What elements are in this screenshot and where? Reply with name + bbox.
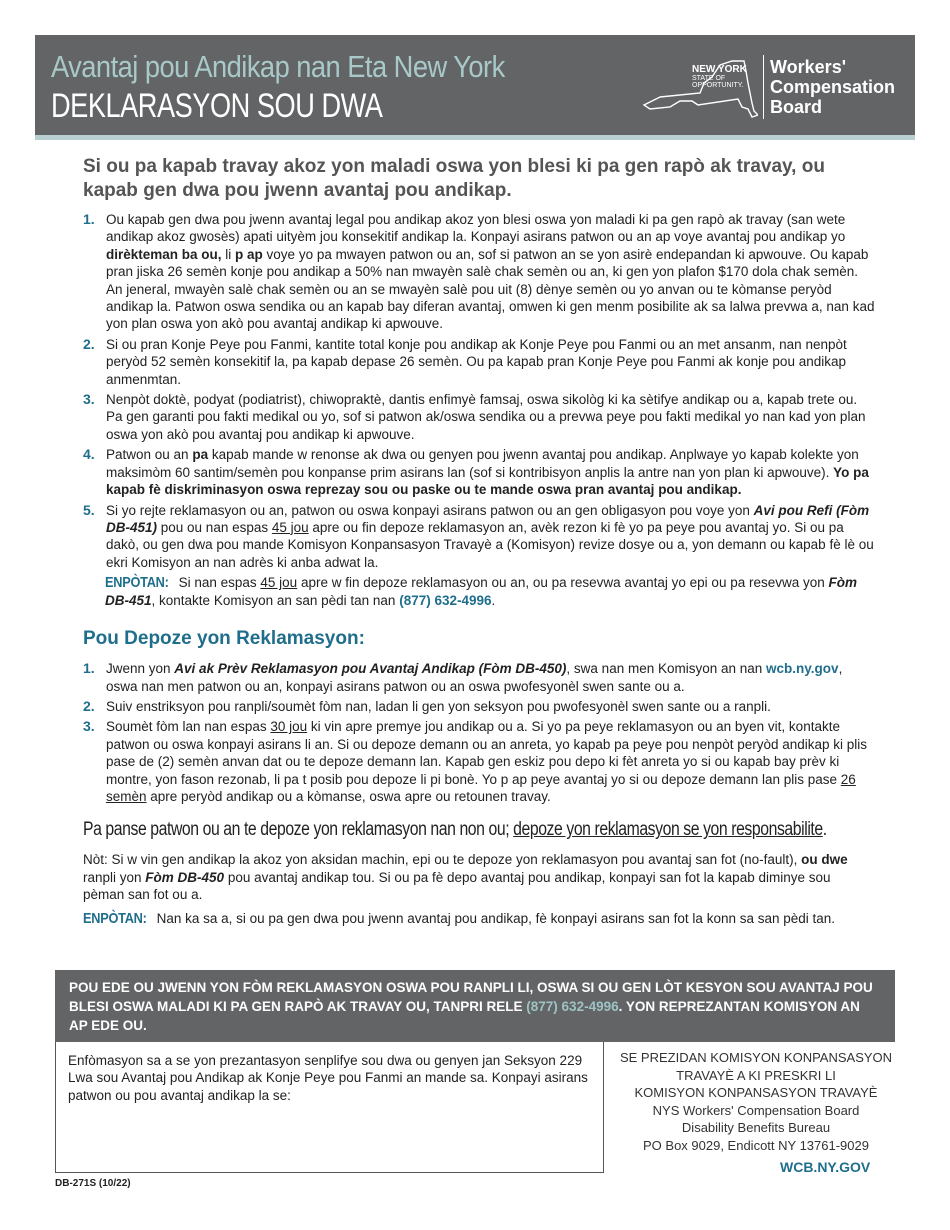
mailing-address: SE PREZIDAN KOMISYON KONPANSASYON TRAVAYÈ A KI PRESKRI LI KOMISYON KONPANSASYON TRAVAYÈ NYS Workers' Compensation Board Disability Benefits Bureau PO Box 9029, Endicott NY 13761-9029 bbox=[619, 1050, 893, 1153]
wcb-wordmark: Workers' Compensation Board bbox=[770, 57, 896, 117]
item-number: 4. bbox=[83, 446, 95, 463]
item-number: 2. bbox=[83, 697, 95, 714]
list-item: 5. Si yo rejte reklamasyon ou an, patwon ou oswa konpayi asirans patwon ou an gen obligasyon pou voye yon Avi pou Refi (Fòm DB-451) pou ou nan espas 45 jou apre ou fin depoze reklamasyon an, avèk rezon ki fè yo pa peye pou avantaj yo. Si ou pa dakò, ou gen dwa pou mande Komisyon Konpansasyon Travayè a (Komisyon) revize dosye ou a, yon demann ou kapab fè lè ou ekri Komisyon an nan adrès ki anba adwat la. bbox=[83, 501, 874, 570]
item-number: 2. bbox=[83, 335, 95, 352]
responsibility-statement: Pa panse patwon ou an te depoze yon reklamasyon nan non ou; depoze yon reklamasyon se yon responsabilite. bbox=[83, 819, 827, 841]
item-number: 1. bbox=[83, 660, 95, 677]
important-label: ENPÒTAN: bbox=[105, 574, 169, 592]
logo-divider bbox=[763, 55, 764, 119]
phone-number[interactable]: (877) 632-4996 bbox=[526, 999, 619, 1014]
item-number: 3. bbox=[83, 391, 95, 408]
item-number: 3. bbox=[83, 718, 95, 735]
website-link[interactable]: WCB.NY.GOV bbox=[780, 1159, 871, 1175]
item-number: 5. bbox=[83, 501, 95, 518]
header-subtitle: Avantaj pou Andikap nan Eta New York bbox=[51, 49, 505, 84]
wcb-website-link[interactable]: wcb.ny.gov bbox=[766, 661, 839, 677]
lead-statement: Si ou pa kapab travay akoz yon maladi oswa yon blesi ki pa gen rapò ak travay, ou kapab gen dwa pou jwenn avantaj pou andikap. bbox=[83, 156, 825, 201]
help-banner: POU EDE OU JWENN YON FÒM REKLAMASYON OSWA POU RANPLI LI, OSWA SI OU GEN LÒT KESYON SOU AVANTAJ POU BLESI OSWA MALADI KI PA GEN RAPÒ AK TRAVAY OU, TANPRI RELE (877) 632-4996. YON REPREZANTAN KOMISYON AN AP EDE OU. bbox=[55, 970, 895, 1042]
nys-wcb-logo bbox=[640, 51, 910, 123]
list-item: 4. Patwon ou an pa kapab mande w renonse ak dwa ou genyen pou jwenn avantaj pou andikap. Anplwaye yo kapab kolekte yon maksimòm 60 santim/semèn pou konpanse prim asirans lan (sof si kontribisyon anplis la antre nan yon plan ki apwouve). Yo pa kapab fè diskriminasyon oswa reprezay sou ou paske ou te mande oswa pran avantaj pou andikap. bbox=[83, 446, 869, 498]
list-item: 3. Nenpòt doktè, podyat (podiatrist), chiwopraktè, dantis enfimyè famsaj, oswa sikològ ki ka sètifye andikap ou a, kapab trete ou. Pa gen garanti pou fakti medikal ou yo, sof si patwon ak/oswa sendika ou a prevwa peye pou fakti medikal yo nan kad yon plan oswa yon akò pou avantaj pou andikap ki apwouve. bbox=[83, 391, 866, 442]
list-item: 1. Jwenn yon Avi ak Prèv Reklamasyon pou Avantaj Andikap (Fòm DB-450), swa nan men Komisyon an nan wcb.ny.gov, oswa nan men patwon ou an, konpayi asirans patwon ou an oswa pwofesyonèl swen sante ou a. bbox=[83, 660, 843, 694]
list-item: 2. Suiv enstriksyon pou ranpli/soumèt fòm nan, ladan li gen yon seksyon pou pwofesyonèl swen sante ou a ranpli. bbox=[83, 697, 771, 714]
page-header bbox=[35, 35, 915, 140]
ny-state-wordmark: NEW YORK STATE OF OPPORTUNITY. bbox=[692, 64, 747, 89]
rights-list bbox=[83, 211, 875, 571]
header-title: DEKLARASYON SOU DWA bbox=[51, 87, 383, 125]
filing-steps-list bbox=[83, 660, 875, 805]
filing-section-title: Pou Depoze yon Reklamasyon: bbox=[83, 628, 365, 650]
list-item: 2. Si ou pran Konje Peye pou Fanmi, kantite total konje pou andikap ak Konje Peye pou Fanmi ou an met ansanm, nan nenpòt peryòd 52 semèn konsekitif la, pa kapab depase 26 semèn. Ou pa kapab pran Konje Peye pou Fanmi ak konje pou andikap anmenmtan. bbox=[83, 335, 847, 387]
phone-number[interactable]: (877) 632-4996 bbox=[399, 593, 492, 609]
list-item: 3. Soumèt fòm lan nan espas 30 jou ki vin apre premye jou andikap ou a. Si yo pa peye reklamasyon ou an byen vit, kontakte patwon ou oswa konpayi asirans li an. Si ou depoze demann ou an anreta, yo kapab pa peye pou nenpòt peryòd andikap ki plis pase de (2) semèn anvan dat ou te depoze demann lan. Kapab gen eskiz pou depo ki fèt anreta yo si ou kapab bay prèv ki montre, yon fason rezonab, li pa t posib pou depoze li pi bonè. Yo p ap peye avantaj yo si ou depoze demann lan plis pase 26 semèn apre peryòd andikap ou a kòmanse, oswa apre ou retounen travay. bbox=[83, 718, 868, 804]
main-content bbox=[83, 152, 875, 930]
important-note-nofault: ENPÒTAN: Nan ka sa a, si ou pa gen dwa pou jwenn avantaj pou andikap, fè konpayi asirans san fot la konn sa san pèdi tan. bbox=[83, 909, 836, 927]
no-fault-note: Nòt: Si w vin gen andikap la akoz yon aksidan machin, epi ou te depoze yon reklamasyon pou avantaj san fot (no-fault), ou dwe ranpli yon Fòm DB-450 pou avantaj andikap tou. Si ou pa fè depo avantaj pou andikap, konpayi san fot la kapab diminye sou pèman san fot ou a. bbox=[83, 852, 848, 903]
important-note-denial: ENPÒTAN: Si nan espas 45 jou apre w fin depoze reklamasyon ou an, ou pa resevwa avantaj yo epi ou pa resevwa yon Fòm DB-451, kontakte Komisyon an san pèdi tan nan (877) 632-4996. bbox=[105, 574, 858, 609]
item-number: 1. bbox=[83, 211, 95, 227]
important-label: ENPÒTAN: bbox=[83, 909, 147, 927]
insurance-info-box: Enfòmasyon sa a se yon prezantasyon senplifye sou dwa ou genyen jan Seksyon 229 Lwa sou Avantaj pou Andikap ak Konje Peye pou Fanmi an mande sa. Konpayi asirans patwon ou pou avantaj andikap la se: bbox=[55, 1042, 604, 1173]
form-id: DB-271S (10/22) bbox=[55, 1178, 131, 1189]
list-item: 1. Ou kapab gen dwa pou jwenn avantaj legal pou andikap akoz yon blesi oswa yon maladi ki pa gen rapò ak travay (san wete andikap akoz gwosès) apati uityèm jou konsekitif andikap la. Konpayi asirans patwon ou an ap voye avantaj pou andikap yo dirèkteman ba ou, li p ap voye yo pa mwayen patwon ou an, sof si patwon an se yon asirè endepandan ki apwouve. Ou kapab pran jiska 26 semèn konje pou andikap a 50% nan mwayèn salè chak semèn ou an, ki gen yon plafon $170 dola chak semèn. An jeneral, mwayèn salè chak semèn ou an se mwayèn salè pou uit (8) dènye semèn ou yo anvan ou te kòmanse peryòd andikap la. Patwon oswa sendika ou an kapab bay diferan avantaj, omwen ki gen menm posibilite ak sa lalwa prevwa a, nan kad yon plan oswa yon akò pou avantaj andikap ki apwouve. bbox=[83, 211, 875, 332]
